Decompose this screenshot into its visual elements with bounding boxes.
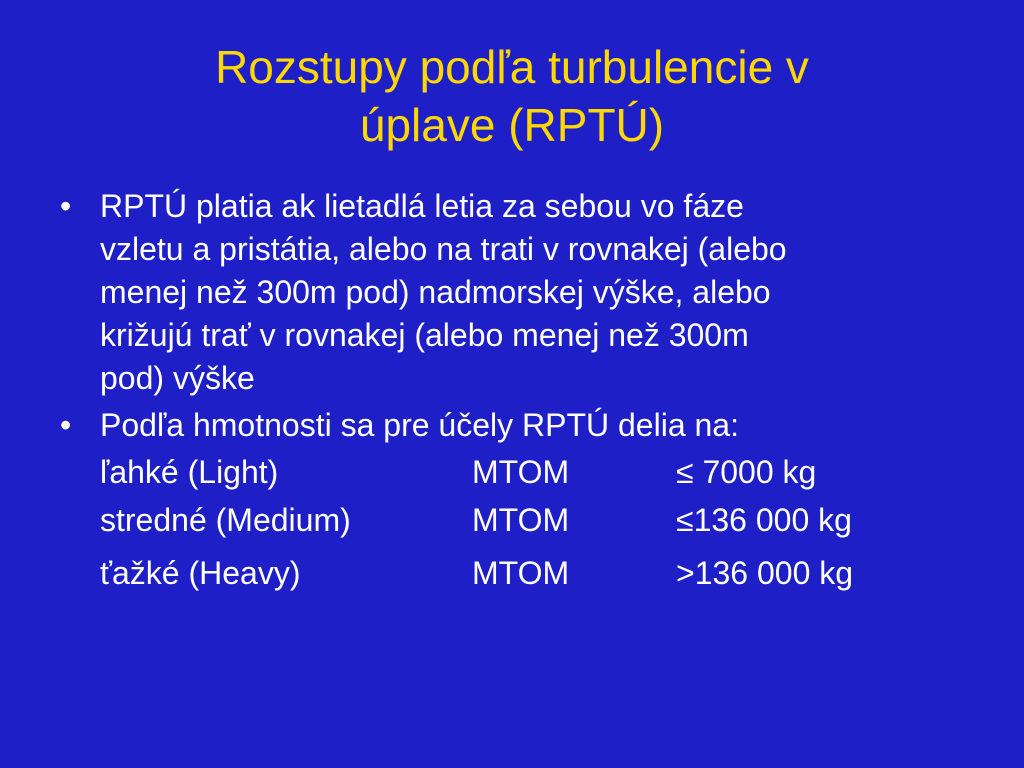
slide-title-line-1: Rozstupy podľa turbulencie v (215, 41, 809, 93)
bullet-icon: • (60, 188, 72, 224)
bullet-item-rptu (60, 185, 980, 400)
bullet-line: menej než 300m pod) nadmorskej výške, alebo (100, 274, 771, 310)
weight-category: ťažké (Heavy) (100, 555, 301, 591)
weight-category-list (60, 451, 980, 605)
weight-category: stredné (Medium) (100, 502, 351, 538)
bullet-text (100, 404, 980, 447)
weight-category: ľahké (Light) (100, 454, 279, 490)
weight-measure: MTOM (472, 555, 570, 591)
bullet-item-weight (60, 404, 980, 447)
bullet-line: Podľa hmotnosti sa pre účely RPTÚ delia na: (100, 407, 739, 443)
slide-title-line-2: úplave (RPTÚ) (359, 99, 665, 151)
bullet-line: vzletu a pristátia, alebo na trati v rovnakej (alebo (100, 231, 787, 267)
weight-measure: MTOM (472, 454, 570, 490)
weight-row-medium (100, 499, 980, 552)
slide-body (60, 185, 980, 605)
bullet-line: pod) výške (100, 360, 255, 396)
bullet-line: RPTÚ platia ak lietadlá letia za sebou vo fáze (100, 188, 744, 224)
weight-row-light (100, 451, 980, 499)
weight-limit: >136 000 kg (676, 555, 854, 591)
weight-row-heavy (100, 552, 980, 605)
bullet-icon: • (60, 407, 72, 443)
bullet-text (100, 185, 980, 400)
weight-limit: ≤136 000 kg (676, 502, 852, 538)
bullet-line: križujú trať v rovnakej (alebo menej než 300m (100, 317, 749, 353)
weight-measure: MTOM (472, 502, 570, 538)
slide-title (60, 38, 964, 154)
weight-limit: ≤ 7000 kg (676, 454, 817, 490)
